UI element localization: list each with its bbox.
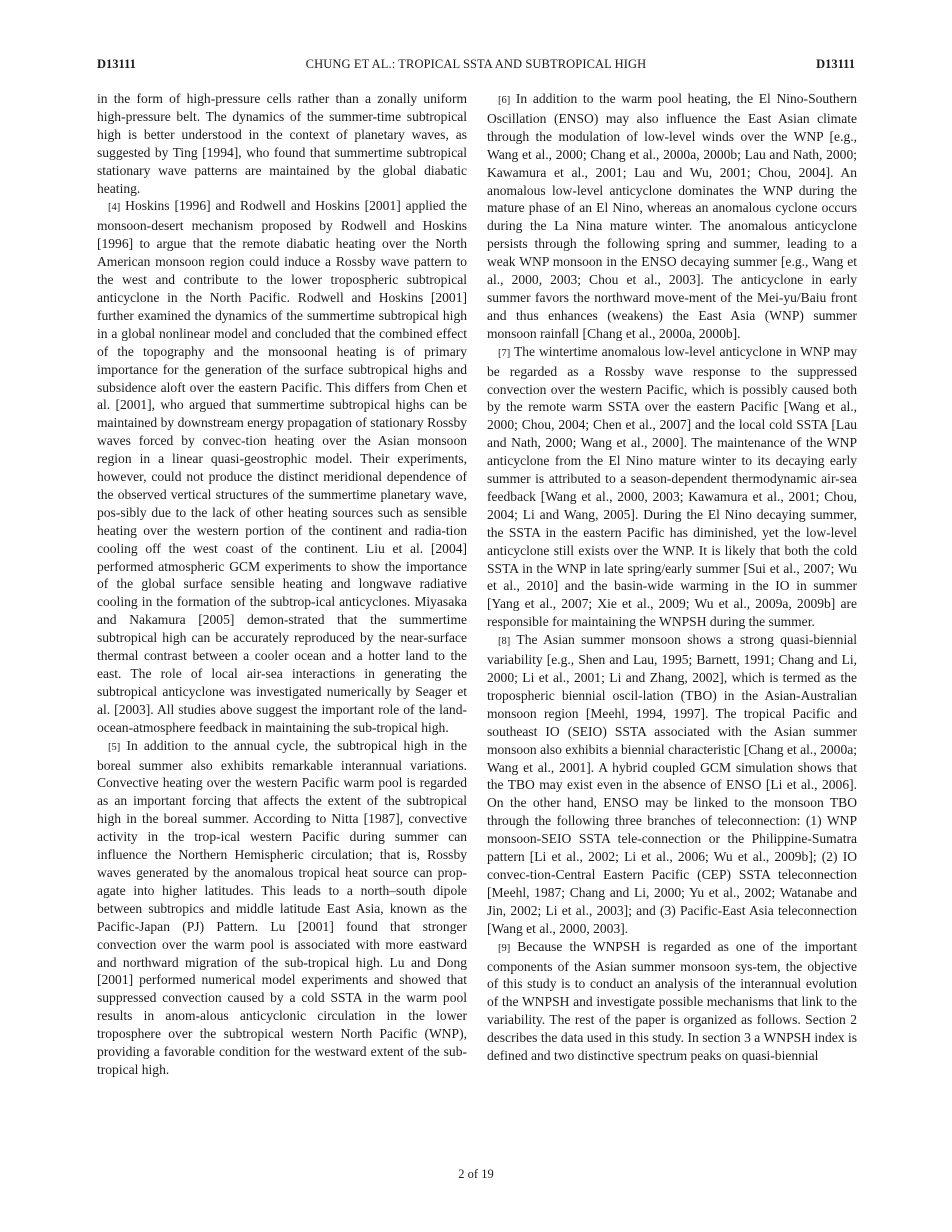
paragraph-number: [6] — [498, 95, 511, 106]
paragraph-5 — [97, 737, 467, 1079]
running-header — [97, 55, 855, 73]
paragraph-9 — [487, 938, 857, 1065]
paragraph-text: The wintertime anomalous low-level anticyclone in WNP may be regarded as a Rossby wave response to the suppressed convection over the western Pacific, which is possibly caused both by the remote warm SSTA over the eastern Pacific [Wang et al., 2000; Chou, 2004; Chen et al., 2007] and the local cold SSTA [Lau and Nath, 2000; Wang et al., 2000]. The maintenance of the WNP anticyclone from the El Nino mature winter to its decaying early summer is attributed to a season-dependent thermodynamic air-sea feedback [Wang et al., 2000, 2003; Kawamura et al., 2001; Chou, 2004; Li and Wang, 2005]. During the El Nino decaying summer, the SSTA in the eastern Pacific has diminished, yet the low-level anticyclone still exists over the WNP. It is likely that both the cold SSTA in the WNP in late spring/early summer [Sui et al., 2007; Wu et al., 2010] and the basin-wide warming in the IO in summer [Yang et al., 2007; Xie et al., 2009; Wu et al., 2009a, 2009b] are responsible for maintaining the WNPSH during the summer. — [487, 343, 857, 630]
paragraph-text: Hoskins [1996] and Rodwell and Hoskins [2001] applied the monsoon-desert mechanism proposed by Rodwell and Hoskins [1996] to argue that the remote diabatic heating over the North American monsoon region could induce a Rossby wave pattern to the west and contribute to the lower tropospheric subtropical anticyclone in the North Pacific. Rodwell and Hoskins [2001] further examined the dynamics of the summertime subtropical high in a global nonlinear model and concluded that the combined effect of the topography and the monsoonal heating is of primary importance for the generation of the surface subtropical highs and subsidence aloft over the eastern Pacific. This differs from Chen et al. [2001], who argued that summertime subtropical highs can be maintained by downstream energy propagation of stationary Rossby waves forced by convec-tion heating over the Asian monsoon region in a linear quasi-geostrophic model. Their experiments, however, could not produce the distinct meridional dependence of the observed vertical structures of the summertime planetary wave, pos-sibly due to the lack of other heating sources such as sensible heating over the western portion of the continent and radia-tion cooling off the west coast of the continent. Liu et al. [2004] performed atmospheric GCM experiments to show the importance of the global surface sensible heating and longwave radiative cooling in the formation of the subtrop-ical anticyclones. Miyasaka and Nakamura [2005] demon-strated that the summertime subtropical high can be accurately reproduced by the near-surface thermal contrast between a cooler ocean and a hotter land to the east. The role of local air-sea interactions in generating the subtropical anticyclone was investigated numerically by Seager et al. [2003]. All studies above suggest the important role of the land-ocean-atmosphere feedback in maintaining the sub-tropical high. — [97, 198, 467, 735]
paragraph-number: [9] — [498, 942, 511, 954]
paragraph-8 — [487, 631, 857, 937]
article-code-right: D13111 — [816, 57, 855, 71]
paragraph-4 — [97, 197, 467, 736]
paragraph-continued — [97, 90, 467, 197]
left-column — [97, 90, 467, 1079]
paragraph-text: Because the WNPSH is regarded as one of the important components of the Asian summer monsoon sys-tem, the objective of this study is to conduct an analysis of the interannual evolution of the WNPSH and investigate possible mechanisms that link to the variability. The rest of the paper is organized as follows. Section 2 describes the data used in this study. In section 3 a WNPSH index is defined and two distinctive spectrum peaks on quasi-biennial — [487, 938, 857, 1064]
paragraph-7 — [487, 343, 857, 632]
paragraph-6 — [487, 90, 857, 343]
right-column — [487, 90, 857, 1065]
paragraph-text: The Asian summer monsoon shows a strong quasi-biennial variability [e.g., Shen and Lau, 1995; Barnett, 1991; Chang and Li, 2000; Li et al., 2001; Li and Zhang, 2002], which is termed as the tropospheric biennial oscil-lation (TBO) in the Asian-Australian monsoon region [Meehl, 1994, 1997]. The tropical Pacific and southeast IO (SEIO) SSTA associated with the Asian summer monsoon also exhibits a biennial characteristic [Chang et al., 2000a; Wang et al., 2001]. A hybrid coupled GCM simulation shows that the TBO may exist even in the absence of ENSO [Li et al., 2006]. On the other hand, ENSO may be linked to the monsoon TBO through the following three branches of teleconnection: (1) WNP monsoon-SEIO SSTA tele-connection or the Philippine-Sumatra pattern [Li et al., 2002; Li et al., 2006; Wu et al., 2009b]; (2) IO convec-tion-Central Eastern Pacific (CEP) SSTA teleconnection [Meehl, 1987; Chang and Li, 2000; Yu et al., 2002; Watanabe and Jin, 2002; Li et al., 2003]; and (3) Pacific-East Asia teleconnection [Wang et al., 2000, 2003]. — [487, 632, 857, 936]
page-number: 2 of 19 — [458, 1167, 494, 1181]
paragraph-number: [7] — [498, 347, 511, 359]
paragraph-number: [4] — [108, 202, 121, 214]
paragraph-number: [5] — [108, 741, 121, 753]
paragraph-text: in the form of high-pressure cells rather than a zonally uniform high-pressure belt. The dynamics of the summer-time subtropical high is better understood in the context of planetary waves, as suggested by Ting [1994], who found that summertime subtropical stationary wave patterns are maintained by the global diabatic heating. — [97, 91, 467, 196]
article-code-left: D13111 — [97, 57, 136, 71]
running-title: CHUNG ET AL.: TROPICAL SSTA AND SUBTROPICAL HIGH — [305, 57, 647, 71]
paragraph-number: [8] — [498, 636, 511, 648]
paragraph-text: In addition to the annual cycle, the subtropical high in the boreal summer also exhibits remarkable interannual variations. Convective heating over the western Pacific warm pool is regarded as an important forcing that affects the extent of the subtropical high in the boreal summer. According to Nitta [1987], convective activity in the trop-ical western Pacific during summer can influence the Northern Hemispheric circulation; that is, Rossby waves generated by the anomalous tropical heat source can prop-agate into higher latitudes. This leads to a north–south dipole between subtropics and middle latitude East Asia, known as the Pacific-Japan (PJ) Pattern. Lu [2001] found that stronger convection over the warm pool is associated with more eastward and northward migration of the sub-tropical high. Lu and Dong [2001] performed numerical model experiments and showed that suppressed convection caused by a cold SSTA in the warm pool results in anom-alous anticyclonic circulation in the lower troposphere over the subtropical western North Pacific (WNP), providing a favorable condition for the westward extent of the sub-tropical high. — [97, 737, 468, 1077]
paragraph-text: In addition to the warm pool heating, the El Nino-Southern Oscillation (ENSO) may also influence the East Asian climate through the modulation of low-level winds over the WNP [e.g., Wang et al., 2000; Chang et al., 2000a, 2000b; Lau and Nath, 2000; Kawamura et al., 2001; Lau and Wu, 2001; Chou, 2004]. An anomalous low-level anticyclone dominates the WNP during the mature phase of an El Nino, whereas an anomalous cyclone occurs during the La Nina mature winter. The anomalous anticyclone persists through the following spring and summer, leading to a weak WNP monsoon in the ENSO decaying summer [e.g., Wang et al., 2000, 2003; Chou et al., 2003]. The anticyclone in early summer favors the northward move-ment of the Mei-yu/Baiu front and thus enhances (weakens) the East Asia (WNP) summer monsoon rainfall [Chang et al., 2000a, 2000b]. — [487, 91, 857, 341]
